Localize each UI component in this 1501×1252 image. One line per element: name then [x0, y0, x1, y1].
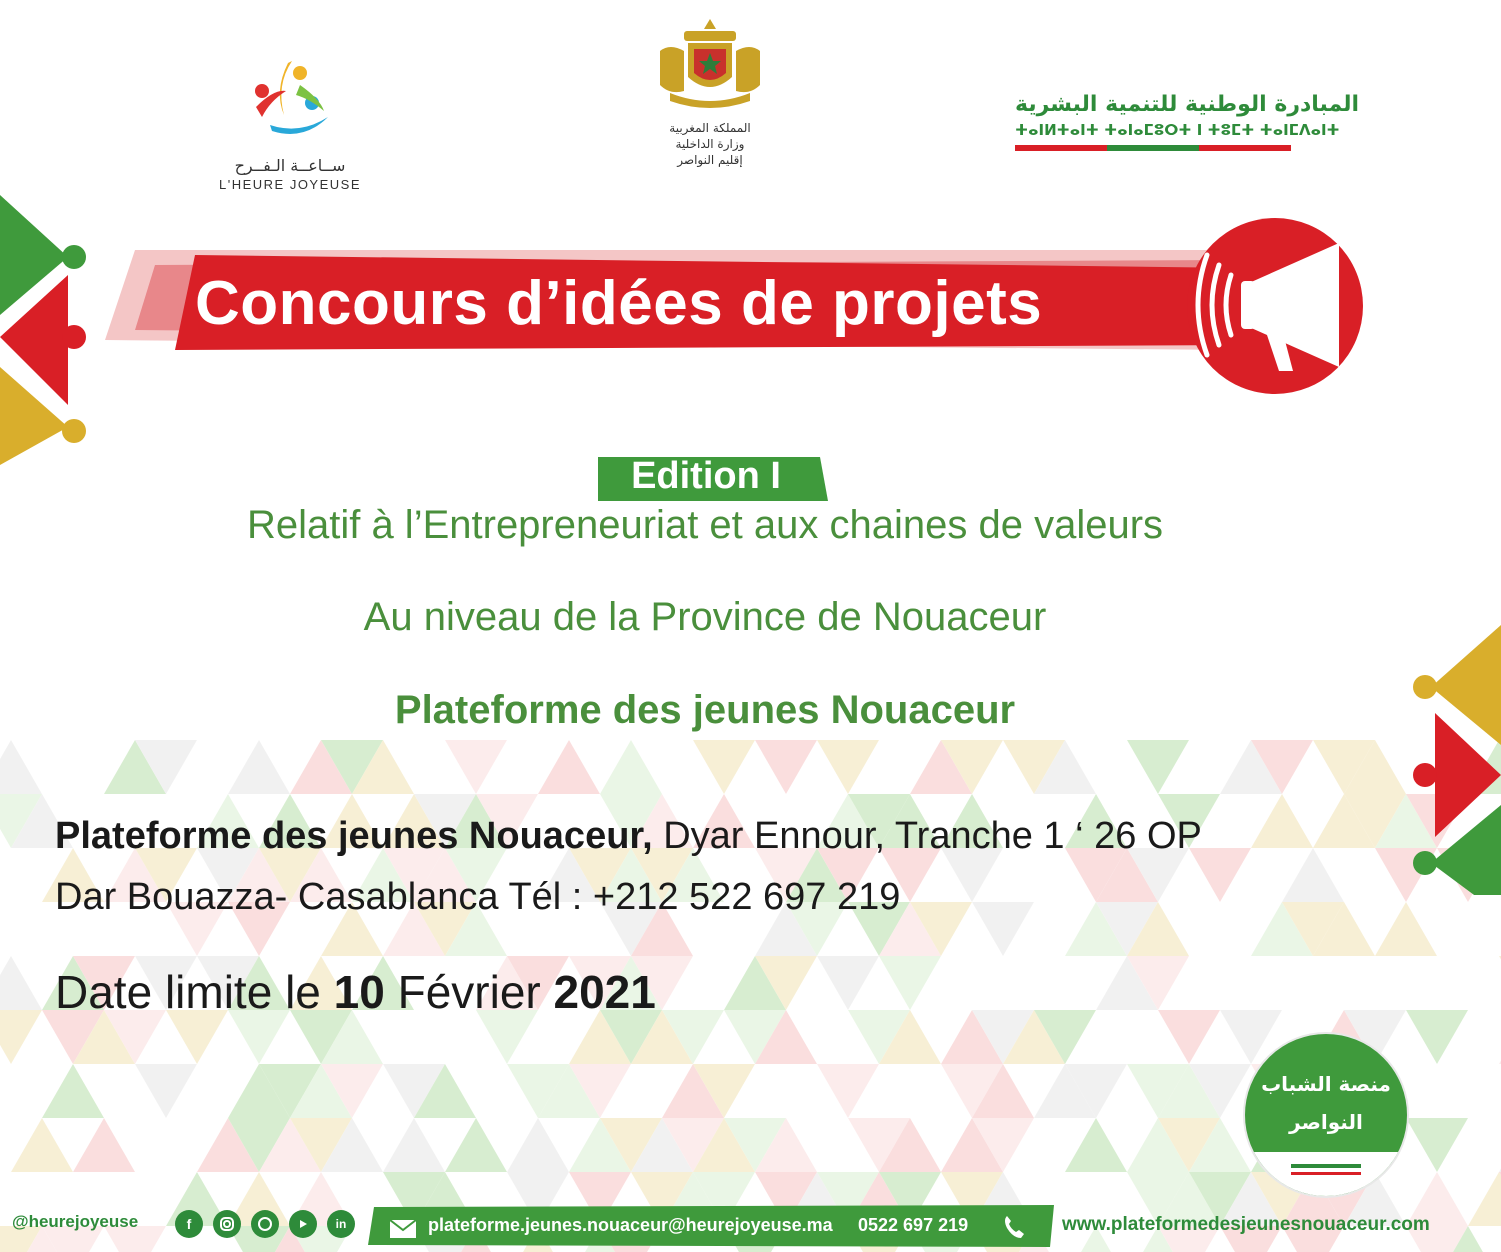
background-triangle	[507, 1118, 569, 1172]
deadline-day: 10	[333, 966, 385, 1018]
address-rest: Dyar Ennour, Tranche 1 ‘ 26 OP	[652, 815, 1202, 857]
email-icon	[388, 1212, 418, 1240]
banner-title: Concours d’idées de projets	[195, 269, 1043, 338]
badge-line1: منصة الشباب	[1261, 1072, 1391, 1096]
platform-name: Plateforme des jeunes Nouaceur	[394, 688, 1016, 732]
background-triangle	[0, 740, 42, 794]
contact-phone[interactable]: 0522 697 219	[858, 1215, 969, 1235]
social-icons	[175, 1210, 355, 1238]
background-triangle	[73, 1118, 135, 1172]
youtube-icon[interactable]	[289, 1210, 317, 1238]
background-triangle	[817, 1064, 879, 1118]
social-handle[interactable]: @heurejoyeuse	[12, 1212, 139, 1231]
heure-joyeuse-latin: L'HEURE JOYEUSE	[218, 177, 361, 192]
phone-icon	[998, 1210, 1030, 1242]
badge-line2: النواصر	[1289, 1110, 1363, 1134]
background-triangle	[1282, 848, 1344, 902]
indh-logo	[1015, 92, 1360, 164]
instagram-icon[interactable]	[213, 1210, 241, 1238]
deadline-year: 2021	[553, 966, 656, 1018]
heure-joyeuse-logo	[200, 55, 380, 195]
background-triangle	[445, 1118, 507, 1172]
background-triangle	[755, 740, 817, 794]
badge-indh-strip	[1245, 1152, 1407, 1196]
address-bold: Plateforme des jeunes Nouaceur,	[55, 815, 653, 857]
background-triangle	[817, 956, 879, 1010]
address-line1	[55, 815, 1202, 858]
background-triangle	[11, 1118, 73, 1172]
facebook-icon[interactable]: f	[175, 1210, 203, 1238]
deadline	[55, 965, 656, 1019]
whatsapp-icon[interactable]	[251, 1210, 279, 1238]
right-decoration	[1405, 625, 1501, 895]
background-triangle	[879, 956, 941, 1010]
background-triangle	[228, 740, 290, 794]
heure-joyeuse-emblem	[200, 55, 380, 145]
background-triangle	[445, 740, 507, 794]
indh-tifinagh: ⵜⴰⵏⵍⵜⴰⵏⵜ ⵜⴰⵏⴰⵎⵓⵔⵜ ⵏ ⵜⵓⵎⵜ ⵜⴰⵏⵎⴷⴰⵏⵜ	[1015, 121, 1340, 139]
website-link[interactable]: www.plateformedesjeunesnouaceur.com	[1062, 1214, 1430, 1235]
background-triangle	[693, 740, 755, 794]
background-triangle	[0, 956, 42, 1010]
subtitle-line1: Relatif à l’Entrepreneuriat et aux chaines de valeurs	[246, 503, 1164, 547]
background-triangle	[817, 740, 879, 794]
ministry-line1: المملكة المغربية	[669, 121, 751, 135]
background-triangle	[538, 740, 600, 794]
background-triangle	[1406, 1118, 1468, 1172]
platform-round-badge	[1243, 1032, 1409, 1198]
address-line2: Dar Bouazza- Casablanca Tél : +212 522 697 219	[55, 876, 901, 918]
background-triangle	[1375, 902, 1437, 956]
contact-email[interactable]: plateforme.jeunes.nouaceur@heurejoyeuse.ma	[428, 1215, 833, 1235]
background-triangle	[600, 740, 662, 794]
background-triangle	[0, 1010, 42, 1064]
megaphone-icon	[1185, 225, 1365, 385]
background-triangle	[1468, 1172, 1501, 1226]
background-triangle	[972, 902, 1034, 956]
coat-of-arms-icon	[640, 15, 780, 115]
ministry-line2: وزارة الداخلية	[675, 137, 745, 151]
background-triangle	[383, 1118, 445, 1172]
indh-arabic: المبادرة الوطنية للتنمية البشرية	[1015, 92, 1360, 117]
indh-flag-stripe	[1015, 145, 1291, 151]
subtitle-line2: Au niveau de la Province de Nouaceur	[363, 595, 1047, 639]
linkedin-icon[interactable]: in	[327, 1210, 355, 1238]
edition-label: Edition I	[631, 455, 781, 497]
background-triangle	[1406, 1010, 1468, 1064]
left-decoration	[0, 195, 100, 465]
background-triangle	[1065, 1118, 1127, 1172]
ministry-logo	[640, 15, 780, 180]
background-triangle	[1158, 1010, 1220, 1064]
background-triangle	[135, 1064, 197, 1118]
background-triangle	[1251, 794, 1313, 848]
ministry-line3: إقليم النواصر	[677, 153, 743, 167]
background-triangle	[42, 1064, 104, 1118]
heure-joyeuse-arabic: ســاعــة الـفــرح	[234, 156, 346, 175]
background-triangle	[1127, 740, 1189, 794]
deadline-month: Février	[384, 966, 554, 1018]
deadline-prefix: Date limite le	[55, 966, 334, 1018]
